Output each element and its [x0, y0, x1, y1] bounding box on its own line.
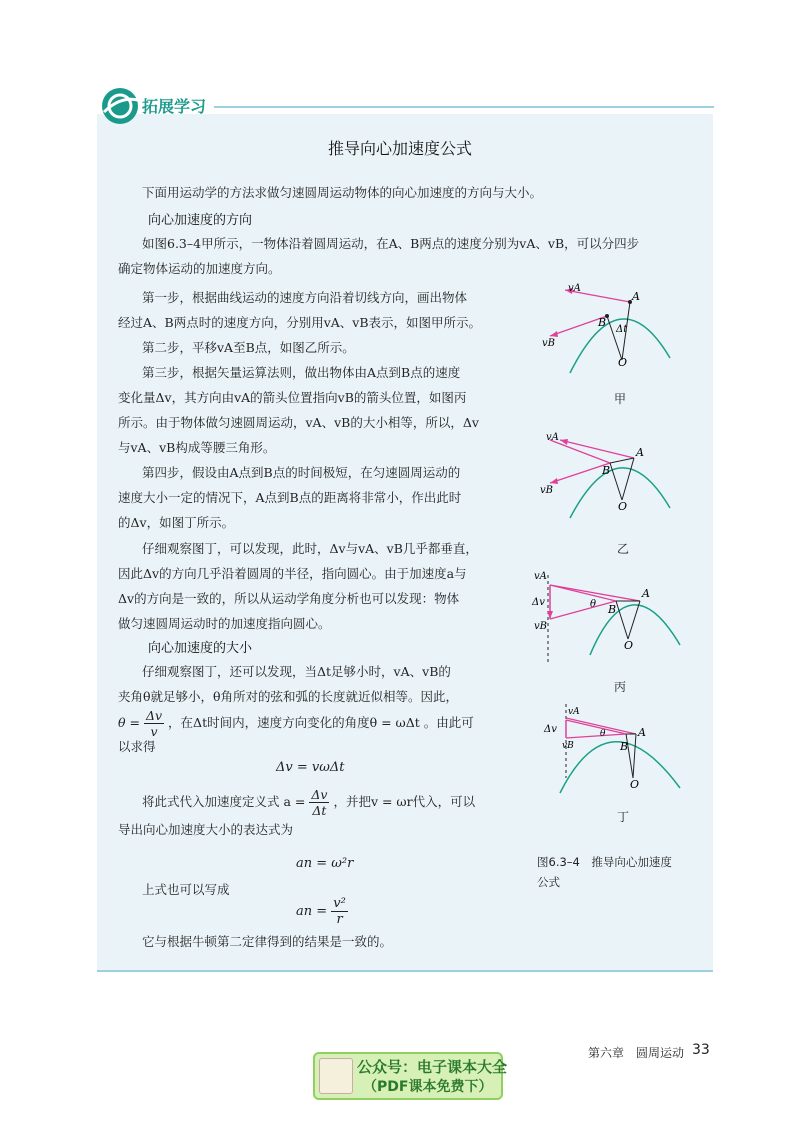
label-B: B	[608, 603, 617, 616]
chapter-label: 第六章 圆周运动	[588, 1046, 685, 1060]
velocity-a-shift-arrow	[550, 440, 610, 463]
label-A: A	[632, 290, 640, 303]
label-theta: θ	[590, 599, 597, 610]
fraction-dv-over-dt: $\frac{\Delta v}{\Delta t}$	[311, 787, 328, 818]
label-vA: vA	[546, 432, 559, 443]
eq-lead: an =	[296, 904, 328, 919]
paragraph: 因此Δv的方向几乎沿着圆周的半径，指向圆心。由于加速度a与	[118, 566, 467, 581]
velocity-a-shift-arrow	[566, 720, 626, 734]
page-title: 推导向心加速度公式	[327, 139, 472, 158]
paragraph: 仔细观察图丁，可以发现，此时，Δv与vA、vB几乎都垂直，	[142, 541, 478, 556]
paragraph: 做匀速圆周运动时的加速度指向圆心。	[118, 616, 331, 631]
watermark-line1: 公众号：电子课本大全	[357, 1058, 508, 1076]
paragraph: 的Δv，如图丁所示。	[118, 515, 235, 530]
label-A: A	[642, 587, 650, 600]
equation-an-v2	[296, 896, 348, 927]
chord-line	[610, 458, 634, 463]
label-O: O	[618, 500, 628, 513]
fraction-dv-over-v: $\frac{\Delta v}{v}$	[145, 708, 163, 739]
figure-caption: 图6.3–4 推导向心加速度	[537, 855, 672, 869]
paragraph-with-fraction	[118, 703, 474, 743]
arrowhead	[550, 478, 558, 484]
equation-dv: Δv = vωΔt	[276, 760, 345, 775]
paragraph-lead: 将此式代入加速度定义式 a =	[142, 794, 306, 809]
label-vB: vB	[534, 621, 547, 632]
label-A: A	[638, 726, 646, 739]
paragraph: 速度大小一定的情况下，A点到B点的距离将非常小，作出此时	[118, 490, 462, 505]
figure-bing	[530, 565, 700, 665]
paragraph-tail: ，在Δt时间内，速度方向变化的角度θ = ωΔt 。由此可	[168, 715, 474, 730]
radius-line	[628, 601, 640, 639]
velocity-b-arrow	[550, 463, 610, 483]
figure-yi	[530, 428, 700, 528]
paragraph: 第二步，平移vA至B点，如图乙所示。	[142, 340, 355, 355]
paragraph: 第四步，假设由A点到B点的时间极短，在匀速圆周运动的	[142, 465, 461, 480]
circle-arc	[590, 605, 680, 655]
page-number: 33	[692, 1042, 710, 1058]
divider	[97, 970, 713, 972]
paragraph: 经过A、B两点时的速度方向，分别用vA、vB表示，如图甲所示。	[118, 315, 482, 330]
figure-label: 甲	[614, 392, 627, 406]
paragraph: 以求得	[118, 739, 156, 754]
subheading-direction: 向心加速度的方向	[148, 213, 253, 228]
paragraph: 导出向心加速度大小的表达式为	[118, 822, 294, 837]
equation-an-omega: an = ω²r	[296, 856, 354, 871]
section-label: 拓展学习	[142, 97, 207, 116]
label-B: B	[620, 740, 629, 753]
velocity-b-arrow	[566, 734, 626, 738]
paragraph: 仔细观察图丁，还可以发现，当Δt足够小时，vA、vB的	[142, 664, 451, 679]
paragraph: 第三步，根据矢量运算法则，做出物体由A点到B点的速度	[142, 365, 461, 380]
label-B: B	[598, 316, 607, 329]
label-dt: Δt	[616, 324, 628, 335]
paragraph-tail: ，并把v = ωr代入，可以	[333, 794, 476, 809]
subheading-magnitude: 向心加速度的大小	[148, 641, 253, 656]
paragraph: 上式也可以写成	[142, 882, 230, 897]
label-dv: Δv	[544, 724, 557, 735]
figure-label: 丁	[617, 810, 630, 824]
intro-text: 下面用运动学的方法求做匀速圆周运动物体的向心加速度的方向与大小。	[142, 185, 543, 200]
velocity-b-arrow	[550, 601, 616, 619]
label-vB: vB	[562, 741, 574, 751]
label-dv: Δv	[532, 597, 545, 608]
label-O: O	[630, 778, 640, 791]
label-vA: vA	[568, 283, 581, 294]
section-logo-icon	[100, 86, 140, 126]
paragraph: 第一步，根据曲线运动的速度方向沿着切线方向，画出物体	[142, 290, 468, 305]
fraction-v2-over-r: $\frac{\text{v²}}{r}$	[333, 896, 346, 927]
figure-label: 丙	[614, 680, 627, 694]
paragraph: Δv的方向是一致的，所以从运动学角度分析也可以发现：物体	[118, 591, 460, 606]
velocity-a-shift-arrow	[550, 585, 616, 601]
paragraph: 变化量Δv，其方向由vA的箭头位置指向vB的箭头位置，如图丙	[118, 390, 467, 405]
paragraph: 所示。由于物体做匀速圆周运动，vA、vB的大小相等，所以，Δv	[118, 415, 479, 430]
book-icon	[319, 1058, 353, 1094]
figure-caption: 公式	[537, 875, 560, 889]
radius-line	[607, 316, 622, 360]
header-divider	[214, 106, 714, 108]
label-vB: vB	[540, 485, 553, 496]
label-vA: vA	[534, 571, 547, 582]
theta-eq: θ =	[118, 715, 140, 730]
label-O: O	[618, 356, 628, 369]
figure-jia	[530, 278, 700, 388]
label-B: B	[602, 464, 611, 477]
watermark-line2: （PDF课本免费下）	[363, 1079, 493, 1095]
label-O: O	[624, 639, 634, 652]
paragraph: 确定物体运动的加速度方向。	[118, 261, 281, 276]
label-A: A	[636, 446, 644, 459]
label-vB: vB	[542, 338, 555, 349]
watermark-banner	[313, 1052, 508, 1100]
paragraph: 它与根据牛顿第二定律得到的结果是一致的。	[142, 934, 393, 949]
label-vA: vA	[568, 707, 580, 717]
paragraph-with-fraction	[142, 782, 475, 822]
radius-line	[633, 734, 636, 778]
arrowhead	[550, 331, 558, 337]
paragraph: 夹角θ就足够小，θ角所对的弦和弧的长度就近似相等。因此，	[118, 689, 459, 704]
velocity-a-arrow	[560, 440, 634, 458]
paragraph: 如图6.3–4甲所示，一物体沿着圆周运动，在A、B两点的速度分别为vA、vB，可以分四步	[142, 236, 640, 251]
paragraph: 与vA、vB构成等腰三角形。	[118, 440, 276, 455]
figure-label: 乙	[617, 542, 630, 556]
label-theta: θ	[600, 729, 606, 739]
figure-ding	[530, 698, 700, 798]
radius-line	[622, 458, 634, 500]
